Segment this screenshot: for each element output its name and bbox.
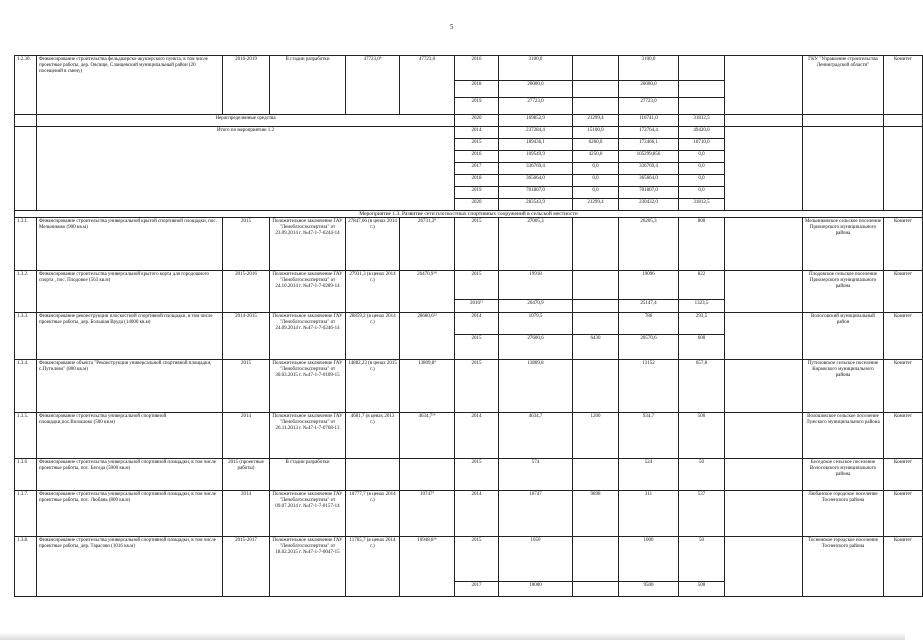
- year-cell: 2014: [455, 413, 499, 459]
- item-total-cost: 13809,8⁹: [400, 360, 455, 413]
- item-period: 2014-2015: [223, 313, 270, 360]
- section-title: Мероприятие 1.3. Развитие сети плоскостных спортивных сооружений в сельской местности: [15, 211, 923, 218]
- regional-funds-cell: 786: [619, 313, 679, 335]
- item-period: 2015: [223, 360, 270, 413]
- empty-cell: [725, 491, 803, 537]
- empty-cell: [803, 127, 884, 211]
- empty-cell: [725, 313, 803, 360]
- total-funds-cell: 26470,9: [499, 300, 573, 313]
- local-funds-cell: 0,0: [679, 187, 725, 199]
- empty-cell: [15, 127, 37, 211]
- item-executor: Беседское сельское поселение Волосовского муниципального района: [803, 459, 884, 491]
- table-row: [15, 360, 923, 413]
- local-funds-cell: [679, 56, 725, 81]
- regional-funds-cell: 20570,6: [619, 335, 679, 360]
- item-executor: Волосовский муниципальный район: [803, 313, 884, 360]
- empty-cell: [725, 459, 803, 491]
- item-name: Финансирование строительства универсальной крытой спортивной площадки, пос. Мельниково (900 кв.м): [37, 218, 223, 271]
- page-number: 5: [450, 23, 454, 31]
- federal-funds-cell: 15100,0: [573, 127, 619, 139]
- total-funds-cell: 4634,7: [499, 413, 573, 459]
- regional-funds-cell: 19096: [619, 271, 679, 300]
- item-estimated-cost: 11765,7 (в ценах 2014 г.): [346, 537, 400, 597]
- item-period: 2015-2017: [223, 537, 270, 597]
- year-cell: 2017: [455, 582, 499, 597]
- item-period: 2015 (проектные работы): [223, 459, 270, 491]
- regional-funds-cell: 26205,3: [619, 218, 679, 271]
- regional-funds-cell: 172764,4: [619, 127, 679, 139]
- total-funds-cell: 169852,9: [499, 115, 573, 127]
- item-number: 1.3.1.: [15, 218, 37, 271]
- item-number: 1.3.3.: [15, 313, 37, 360]
- empty-cell: [725, 115, 803, 127]
- total-funds-cell: 336769,4: [499, 163, 573, 175]
- regional-funds-cell: 9500: [619, 582, 679, 597]
- total-funds-cell: 27723,0: [499, 98, 573, 115]
- year-cell: 2019: [455, 187, 499, 199]
- local-funds-cell: 31812,5: [679, 199, 725, 211]
- item-name: Финансирование строительства фельдшерско-акушерского пункта, в том числе проектные работы, дер. Овсище, Сланцевский муниципальный район (20 посещений в смену): [37, 56, 223, 115]
- item-number: 1.3.5.: [15, 413, 37, 459]
- total-funds-cell: 10000: [499, 582, 573, 597]
- federal-funds-cell: 9898: [573, 491, 619, 537]
- total-funds-cell: 237284,4: [499, 127, 573, 139]
- regional-funds-cell: 934,7: [619, 413, 679, 459]
- total-funds-cell: 3100,0: [499, 56, 573, 81]
- item-documentation: Положительное заключение ГАУ "Леноблгосэкспертиза" от 18.02.2015 г. №47-1-7-0047-15: [270, 537, 346, 597]
- item-executor: ГКУ "Управление строительства Ленинградской области": [803, 56, 884, 115]
- total-funds-cell: 19918: [499, 271, 573, 300]
- item-responsible: Комитет: [884, 413, 923, 459]
- total-funds-cell: 283543,9: [499, 199, 573, 211]
- local-funds-cell: 50: [679, 459, 725, 491]
- item-responsible: Комитет: [884, 271, 923, 313]
- local-funds-cell: 500: [679, 582, 725, 597]
- table-row: [15, 313, 923, 335]
- total-funds-cell: 27005,3: [499, 218, 573, 271]
- table-row: [15, 459, 923, 491]
- local-funds-cell: 0,0: [679, 163, 725, 175]
- year-cell: 2018: [455, 175, 499, 187]
- federal-funds-cell: [573, 218, 619, 271]
- local-funds-cell: 49420,0: [679, 127, 725, 139]
- year-cell: 2015: [455, 360, 499, 413]
- item-period: 2015: [223, 218, 270, 271]
- item-executor: Любанское городское поселение Тосненского района: [803, 491, 884, 537]
- year-cell: 2014: [455, 491, 499, 537]
- regional-funds-cell: 524: [619, 459, 679, 491]
- federal-funds-cell: 4250,0: [573, 151, 619, 163]
- item-estimated-cost: 14882,23 (в ценах 2015 г.): [346, 360, 400, 413]
- empty-cell: [803, 115, 884, 127]
- federal-funds-cell: [573, 300, 619, 313]
- item-documentation: Положительное заключение ГАУ "Леноблгосэкспертиза" от 24.10.2014 г. №47-1-7-0289-14: [270, 271, 346, 313]
- regional-funds-cell: 13152: [619, 360, 679, 413]
- federal-funds-cell: [573, 98, 619, 115]
- item-executor: Плодовское сельское поселение Приозерского муниципального района: [803, 271, 884, 313]
- item-total-cost: [400, 459, 455, 491]
- regional-funds-cell: 25147,4: [619, 300, 679, 313]
- item-estimated-cost: 10777,7 (в ценах 2014 г.): [346, 491, 400, 537]
- item-estimated-cost: 28859,2 (в ценах 2014 г.): [346, 313, 400, 360]
- year-cell: 2015: [455, 459, 499, 491]
- empty-cell: [725, 413, 803, 459]
- item-period: 2016-2019: [223, 56, 270, 115]
- federal-funds-cell: 21299,4: [573, 115, 619, 127]
- year-cell: 2016¹¹: [455, 300, 499, 313]
- item-estimated-cost: 4681,7 (в ценах 2013 г.): [346, 413, 400, 459]
- local-funds-cell: 657,8: [679, 360, 725, 413]
- federal-funds-cell: 21299,4: [573, 199, 619, 211]
- item-documentation: Положительное заключение ГАУ "Леноблгосэкспертиза" от 09.07.2014 г. №47-1-7-0157-14: [270, 491, 346, 537]
- local-funds-cell: 10710,0: [679, 139, 725, 151]
- item-responsible: Комитет: [884, 491, 923, 537]
- empty-cell: [725, 218, 803, 271]
- federal-funds-cell: [573, 537, 619, 582]
- year-cell: 2015: [455, 335, 499, 360]
- empty-cell: [884, 127, 923, 211]
- empty-cell: [725, 360, 803, 413]
- federal-funds-cell: [573, 582, 619, 597]
- item-executor: Путиловское сельское поселение Кировского муниципального района: [803, 360, 884, 413]
- unallocated-row: [15, 115, 923, 127]
- regional-funds-cell: 311: [619, 491, 679, 537]
- local-funds-cell: 293,5: [679, 313, 725, 335]
- regional-funds-cell: 230432,0: [619, 199, 679, 211]
- empty-cell: [15, 115, 37, 127]
- item-number: 1.3.8.: [15, 537, 37, 597]
- item-period: 2014: [223, 413, 270, 459]
- table-row: [15, 491, 923, 537]
- item-period: 2015-2016: [223, 271, 270, 313]
- total-funds-cell: 27600,6: [499, 335, 573, 360]
- item-name: Финансирование объекта "Реконструкция универсальной спортивной площадки, с.Путилово" (800 кв.м): [37, 360, 223, 413]
- regional-funds-cell: 336769,4: [619, 163, 679, 175]
- item-executor: Мельниковское сельское поселение Приозерского муниципального района: [803, 218, 884, 271]
- item-documentation: Положительное заключение ГАУ "Леноблгосэкспертиза" от 24.09.2014 г. №47-1-7-0246-14: [270, 313, 346, 360]
- table-body: [15, 56, 923, 597]
- item-period: 2014: [223, 491, 270, 537]
- year-cell: 2016: [455, 56, 499, 81]
- item-name: Финансирование строительства универсальной спортивной площадки,пос.Волошово (500 кв.м): [37, 413, 223, 459]
- item-number: 1.2.30.: [15, 56, 37, 115]
- regional-funds-cell: 116741,0: [619, 115, 679, 127]
- year-cell: 2015: [455, 537, 499, 582]
- year-cell: 2020: [455, 199, 499, 211]
- local-funds-cell: 800: [679, 218, 725, 271]
- item-estimated-cost: [346, 459, 400, 491]
- item-name: Финансирование строительства универсальной спортивной площадки, в том числе проектные работы, пос. Любань (800 кв.м): [37, 491, 223, 537]
- federal-funds-cell: 0,0: [573, 187, 619, 199]
- program-table: [14, 55, 923, 597]
- total-funds-cell: 189436,1: [499, 139, 573, 151]
- total-funds-cell: 10747: [499, 491, 573, 537]
- item-name: Финансирование строительства универсальной спортивной площадки, в том числе проектные работы, дер. Тарасово (1016 кв.м): [37, 537, 223, 597]
- table-row: [15, 413, 923, 459]
- total-row: [15, 127, 923, 139]
- total-funds-cell: 1050: [499, 537, 573, 582]
- empty-cell: [725, 127, 803, 211]
- local-funds-cell: 537: [679, 491, 725, 537]
- item-documentation: Положительное заключение ГАУ "Леноблгосэкспертиза" от 23.09.2014 г. №47-1-7-0244-14: [270, 218, 346, 271]
- local-funds-cell: 0,0: [679, 151, 725, 163]
- table-row: [15, 56, 923, 81]
- item-estimated-cost: 47723,0⁸: [346, 56, 400, 115]
- item-total-cost: 26731,3⁹: [400, 218, 455, 271]
- item-name: Финансирование строительства универсальной спортивной площадки, в том числе проектные работы, пос. Беседа (5000 кв.м): [37, 459, 223, 491]
- regional-funds-cell: 701807,0: [619, 187, 679, 199]
- local-funds-cell: [679, 98, 725, 115]
- item-total-cost: 47723,0: [400, 56, 455, 115]
- local-funds-cell: 0,0: [679, 175, 725, 187]
- local-funds-cell: 50: [679, 537, 725, 582]
- item-documentation: Положительное заключение ГАУ "Леноблгосэкспертиза" от 30.03.2015 г. №47-1-7-0109-15: [270, 360, 346, 413]
- total-funds-cell: 109549,9: [499, 151, 573, 163]
- item-number: 1.3.4.: [15, 360, 37, 413]
- unallocated-label: Нераспределенные средства: [37, 115, 455, 127]
- federal-funds-cell: 0,0: [573, 175, 619, 187]
- item-documentation: В стадии разработки: [270, 56, 346, 115]
- item-total-cost: 26470,9¹⁰: [400, 271, 455, 313]
- year-cell: 2015: [455, 139, 499, 151]
- year-cell: 2018: [455, 81, 499, 98]
- local-funds-cell: 822: [679, 271, 725, 300]
- table-row: [15, 537, 923, 582]
- total-funds-cell: 20000,0: [499, 81, 573, 98]
- item-responsible: Комитет: [884, 56, 923, 115]
- regional-funds-cell: 105299,856: [619, 151, 679, 163]
- local-funds-cell: 500: [679, 413, 725, 459]
- year-cell: 2017: [455, 163, 499, 175]
- local-funds-cell: [679, 81, 725, 98]
- item-estimated-cost: 27931,3 (в ценах 2014 г.): [346, 271, 400, 313]
- item-executor: Волошовское сельское поселение Лужского муниципального района: [803, 413, 884, 459]
- regional-funds-cell: 365664,0: [619, 175, 679, 187]
- year-cell: 2014: [455, 127, 499, 139]
- federal-funds-cell: 0,0: [573, 163, 619, 175]
- item-name: Финансирование строительства универсальной крытого корта для городошного спорта , пос. Плодовое (563 кв.м): [37, 271, 223, 313]
- item-number: 1.3.2.: [15, 271, 37, 313]
- total-funds-cell: 701807,0: [499, 187, 573, 199]
- federal-funds-cell: [573, 313, 619, 335]
- regional-funds-cell: 1000: [619, 537, 679, 582]
- item-number: 1.3.6: [15, 459, 37, 491]
- table-row: [15, 218, 923, 271]
- item-responsible: Комитет: [884, 360, 923, 413]
- federal-funds-cell: 6260,0: [573, 139, 619, 151]
- federal-funds-cell: [573, 271, 619, 300]
- year-cell: 2020: [455, 115, 499, 127]
- total-funds-cell: 13809,8: [499, 360, 573, 413]
- item-responsible: Комитет: [884, 313, 923, 360]
- item-total-cost: 10747³: [400, 491, 455, 537]
- regional-funds-cell: 172466,1: [619, 139, 679, 151]
- item-total-cost: 4634,7¹⁴: [400, 413, 455, 459]
- total-funds-cell: 365664,0: [499, 175, 573, 187]
- scan-bottom-edge: [0, 632, 905, 640]
- section-header-row: [15, 211, 923, 218]
- item-executor: Тосненское городское поселение Тосненского района: [803, 537, 884, 597]
- item-documentation: В стадии разработки: [270, 459, 346, 491]
- table-row: [15, 271, 923, 300]
- federal-funds-cell: [573, 360, 619, 413]
- federal-funds-cell: [573, 81, 619, 98]
- empty-cell: [725, 56, 803, 115]
- local-funds-cell: 1323,5: [679, 300, 725, 313]
- local-funds-cell: 600: [679, 335, 725, 360]
- year-cell: 2016: [455, 151, 499, 163]
- federal-funds-cell: 1200: [573, 413, 619, 459]
- item-estimated-cost: 27847,66 (в ценах 2014 г.): [346, 218, 400, 271]
- federal-funds-cell: [573, 459, 619, 491]
- year-cell: 2014: [455, 313, 499, 335]
- year-cell: 2019: [455, 98, 499, 115]
- item-total-cost: 10948,8¹⁶: [400, 537, 455, 597]
- empty-cell: [725, 271, 803, 313]
- total-funds-cell: 1079,5: [499, 313, 573, 335]
- item-responsible: Комитет: [884, 459, 923, 491]
- federal-funds-cell: [573, 56, 619, 81]
- item-documentation: Положительное заключение ГАУ "Леноблгосэкспертиза" от 26.11.2013 г. №47-1-7-0768-13: [270, 413, 346, 459]
- item-number: 1.3.7.: [15, 491, 37, 537]
- regional-funds-cell: 20000,0: [619, 81, 679, 98]
- item-total-cost: 28680,6¹²: [400, 313, 455, 360]
- item-responsible: Комитет: [884, 218, 923, 271]
- item-responsible: Комитет: [884, 537, 923, 597]
- local-funds-cell: 31812,5: [679, 115, 725, 127]
- year-cell: 2015: [455, 218, 499, 271]
- empty-cell: [884, 115, 923, 127]
- regional-funds-cell: 27723,0: [619, 98, 679, 115]
- regional-funds-cell: 3100,0: [619, 56, 679, 81]
- empty-cell: [725, 537, 803, 597]
- item-name: Финансирование реконструкции плоскостной спортивной площадки, в том числе проектные работы, дер. Большая Вруда (14000 кв.м): [37, 313, 223, 360]
- total-funds-cell: 574: [499, 459, 573, 491]
- federal-funds-cell: 6430: [573, 335, 619, 360]
- year-cell: 2015: [455, 271, 499, 300]
- total-label: Итого по мероприятию 1.2: [37, 127, 455, 211]
